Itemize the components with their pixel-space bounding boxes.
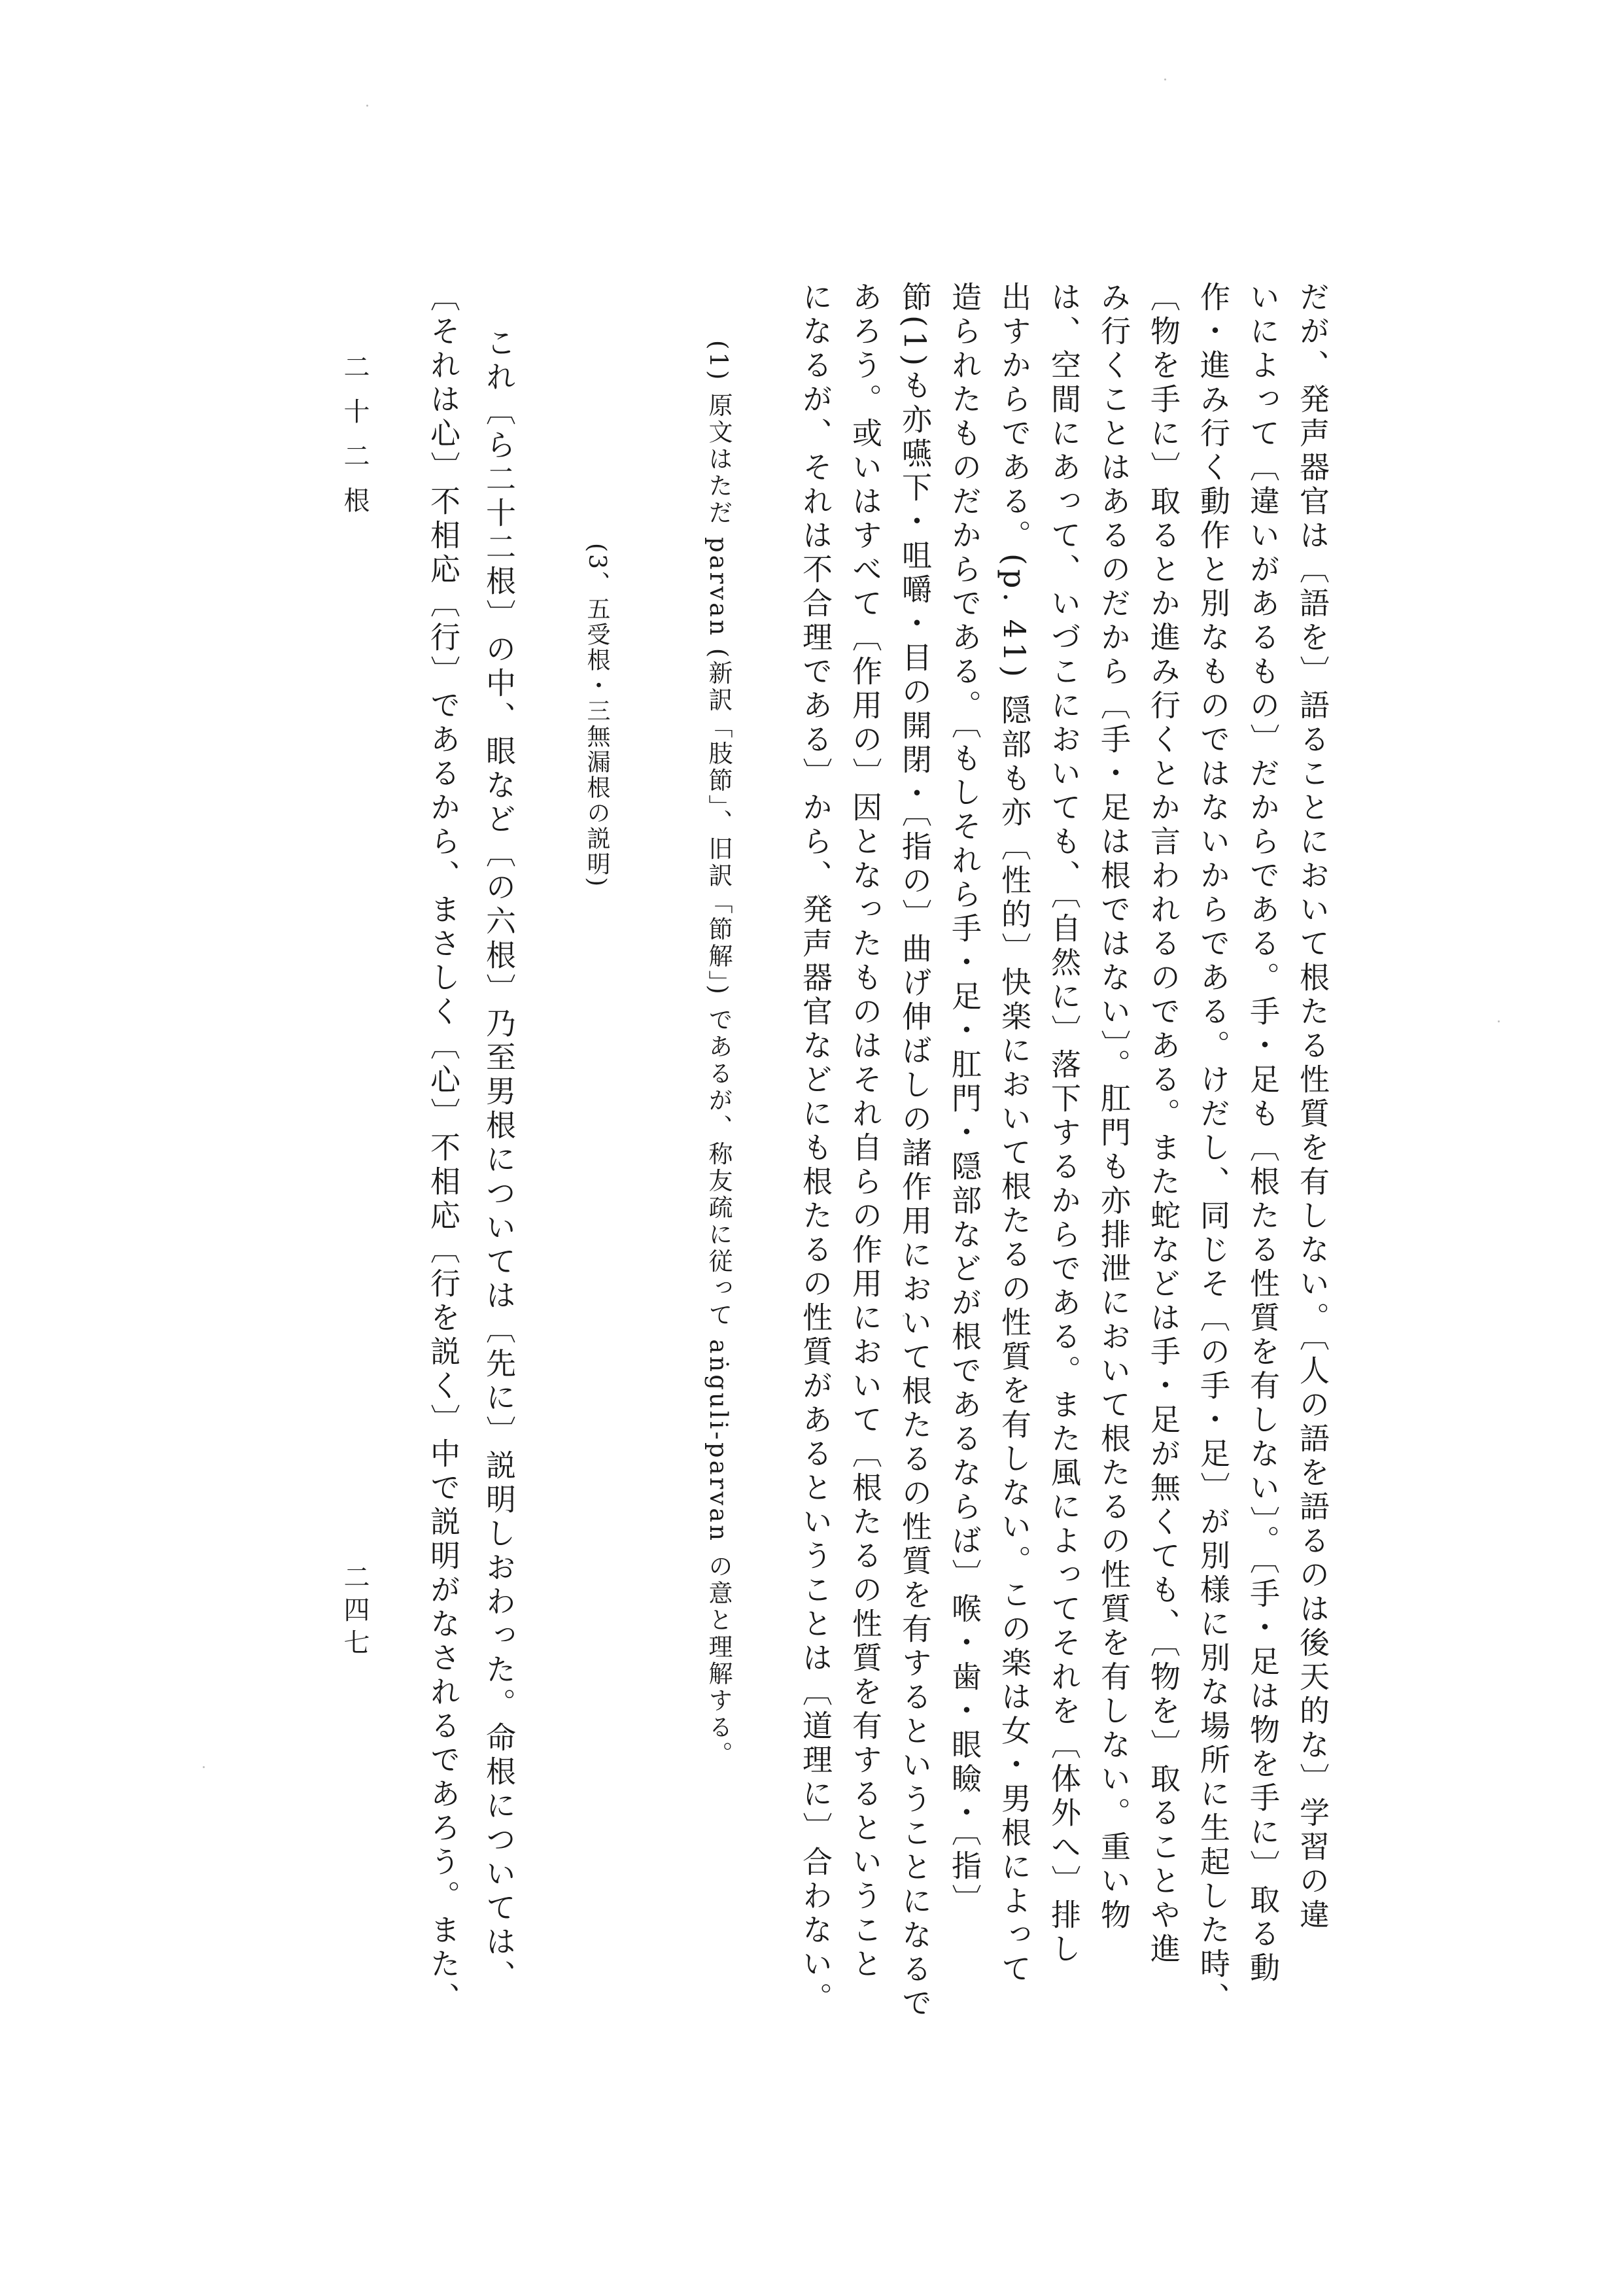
body-line-1: だが、発声器官は〔語を〕語ることにおいて根たる性質を有しない。〔人の語を語るのは後天的な〕学習の違	[1295, 281, 1330, 1933]
body-line-8: 造られたものだからである。〔もしそれら手・足・肛門・隠部などが根であるならば〕喉・歯・眼瞼・〔指〕	[947, 281, 982, 1918]
scan-speck	[1498, 1020, 1500, 1022]
body2-line-1: これ〔ら二十二根〕の中、眼など〔の六根〕乃至男根については〔先に〕説明しおわった。命根については、	[481, 327, 517, 1994]
body-line-10: あろう。或いはすべて〔作用の〕因となったものはそれ自らの作用において〔根たるの性質を有するということ	[848, 281, 883, 1982]
running-title: 二十二根	[339, 353, 370, 531]
body-line-7: 出すからである。(p. 41) 隠部も亦〔性的〕快楽において根たるの性質を有しない。この楽は女・男根によって	[997, 281, 1032, 1987]
section-heading: (3、五受根・三無漏根の説明)	[583, 543, 610, 888]
body-line-2: いによって〔違いがあるもの〕だからである。手・足も〔根たる性質を有しない〕。〔手・足は物を手に〕取る動	[1245, 281, 1281, 1986]
body2-line-2: 〔それは心〕不相応〔行〕であるから、まさしく〔心〕不相応〔行を説く〕中で説明がなされるであろう。また、	[426, 281, 461, 2016]
body-line-5: み行くことはあるのだから〔手・足は根ではない〕。肛門も亦排泄において根たるの性質を有しない。重い物	[1096, 281, 1132, 1933]
scan-speck	[203, 1766, 205, 1768]
body-line-11: になるが、それは不合理である〕から、発声器官などにも根たるの性質があるということは〔道理に〕合わない。	[798, 281, 833, 2016]
page-number: 二四七	[339, 1563, 370, 1661]
body-line-4: 〔物を手に〕取るとか進み行くとか言われるのである。また蛇などは手・足が無くても、〔物を〕取ることや進	[1146, 281, 1181, 1967]
body-line-6: は、空間にあって、いづこにおいても、〔自然に〕落下するからである。また風によってそれを〔体外へ〕排し	[1046, 281, 1082, 1967]
footnote: (1) 原文はただ parvan (新訳「肢節」、旧訳「節解」) であるが、称友疏に従って aṅguli-parvan の意と理解する。	[704, 340, 733, 1768]
body-line-9: 節(1)も亦嚥下・咀嚼・目の開閉・〔指の〕曲げ伸ばしの諸作用において根たるの性質を有するということになるで	[897, 281, 933, 2022]
scan-speck	[1164, 78, 1166, 80]
scan-speck	[366, 105, 368, 107]
body-line-3: 作・進み行く動作と別なものではないからである。けだし、同じそ〔の手・足〕が別様に別な場所に生起した時、	[1196, 281, 1231, 2016]
